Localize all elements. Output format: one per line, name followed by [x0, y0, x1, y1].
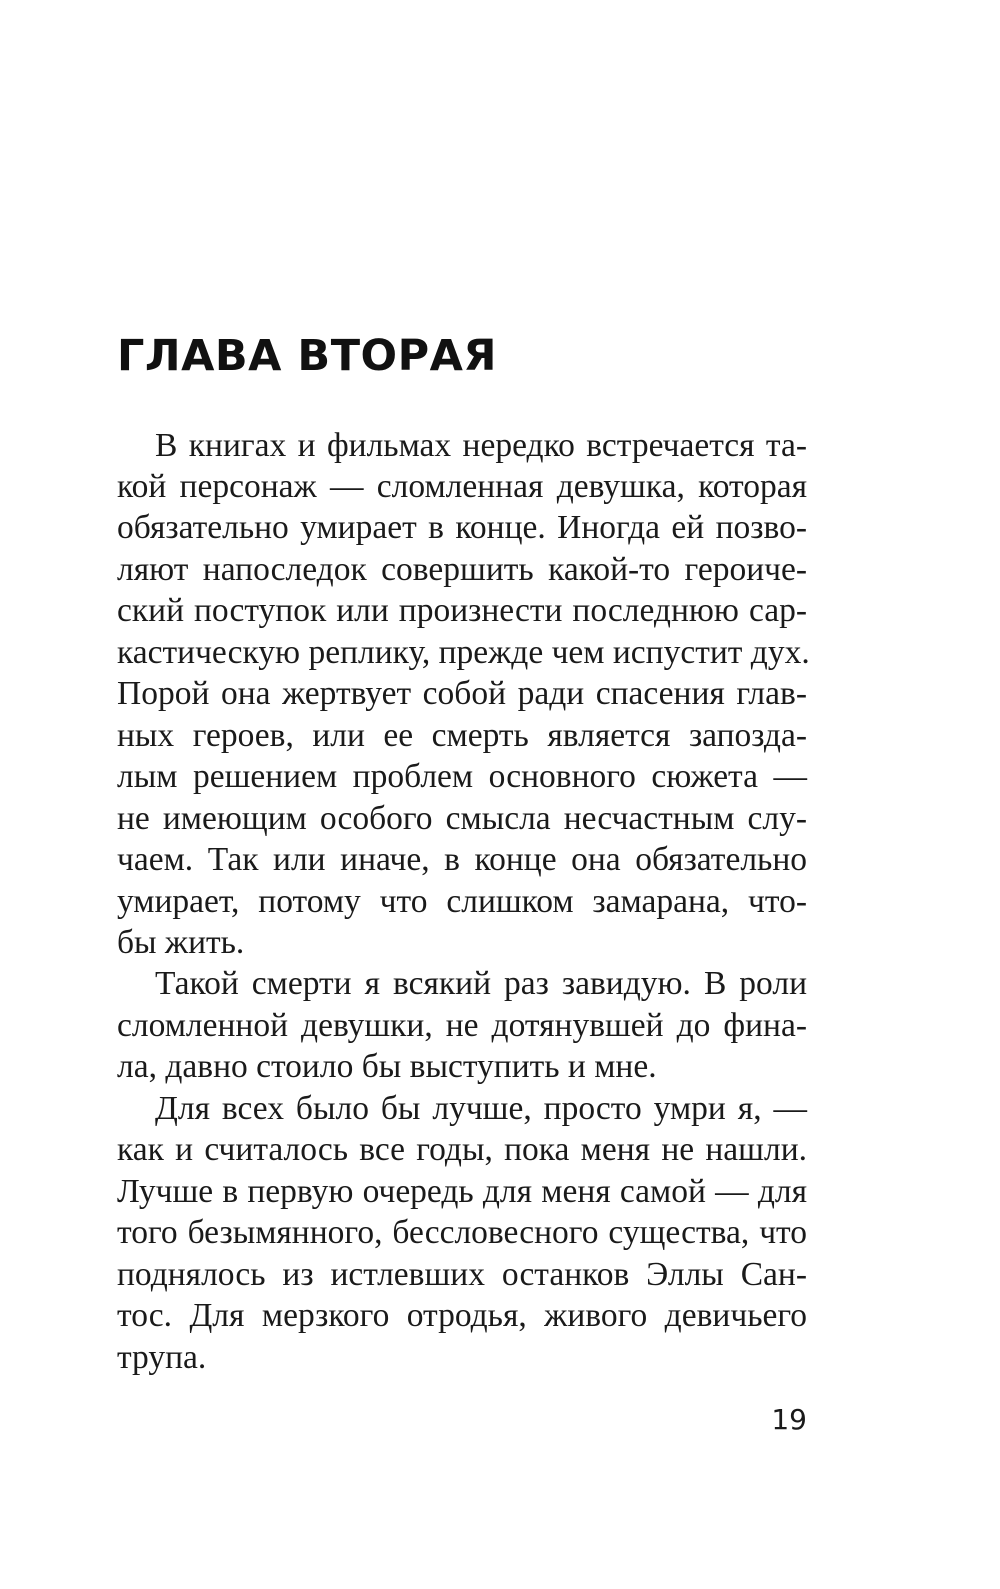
- text-line: ляют напоследок совершить какой-то героиче-: [117, 551, 807, 588]
- text-line: бы жить.: [117, 924, 245, 961]
- text-line: тос. Для мерзкого отродья, живого девичьего: [117, 1297, 807, 1334]
- text-line: чаем. Так или иначе, в конце она обязательно: [117, 841, 807, 878]
- text-line: Для всех было бы лучше, просто умри я, —: [155, 1090, 807, 1127]
- text-line: кастическую реплику, прежде чем испустит дух.: [117, 634, 810, 671]
- text-line: кой персонаж — сломленная девушка, которая: [117, 468, 807, 505]
- text-line: Такой смерти я всякий раз завидую. В роли: [155, 965, 807, 1002]
- text-line: трупа.: [117, 1339, 207, 1376]
- text-line: как и считалось все годы, пока меня не нашли.: [117, 1131, 807, 1168]
- text-line: ных героев, или ее смерть является запозда-: [117, 717, 807, 754]
- text-line: Порой она жертвует собой ради спасения глав-: [117, 675, 807, 712]
- chapter-title: ГЛАВА ВТОРАЯ: [117, 331, 497, 381]
- text-line: умирает, потому что слишком замарана, что-: [117, 883, 807, 920]
- text-line: лым решением проблем основного сюжета —: [117, 758, 807, 795]
- text-line: ла, давно стоило бы выступить и мне.: [117, 1048, 657, 1085]
- text-line: не имеющим особого смысла несчастным слу-: [117, 800, 807, 837]
- page-number: 19: [771, 1403, 807, 1436]
- text-line: обязательно умирает в конце. Иногда ей позво-: [117, 509, 807, 546]
- text-line: ский поступок или произнести последнюю сар-: [117, 592, 807, 629]
- text-line: В книгах и фильмах нередко встречается та-: [155, 427, 807, 464]
- text-line: Лучше в первую очередь для меня самой — для: [117, 1173, 807, 1210]
- text-line: поднялось из истлевших останков Эллы Сан-: [117, 1256, 807, 1293]
- text-line: сломленной девушки, не дотянувшей до фина-: [117, 1007, 807, 1044]
- text-line: того безымянного, бессловесного существа, что: [117, 1214, 807, 1251]
